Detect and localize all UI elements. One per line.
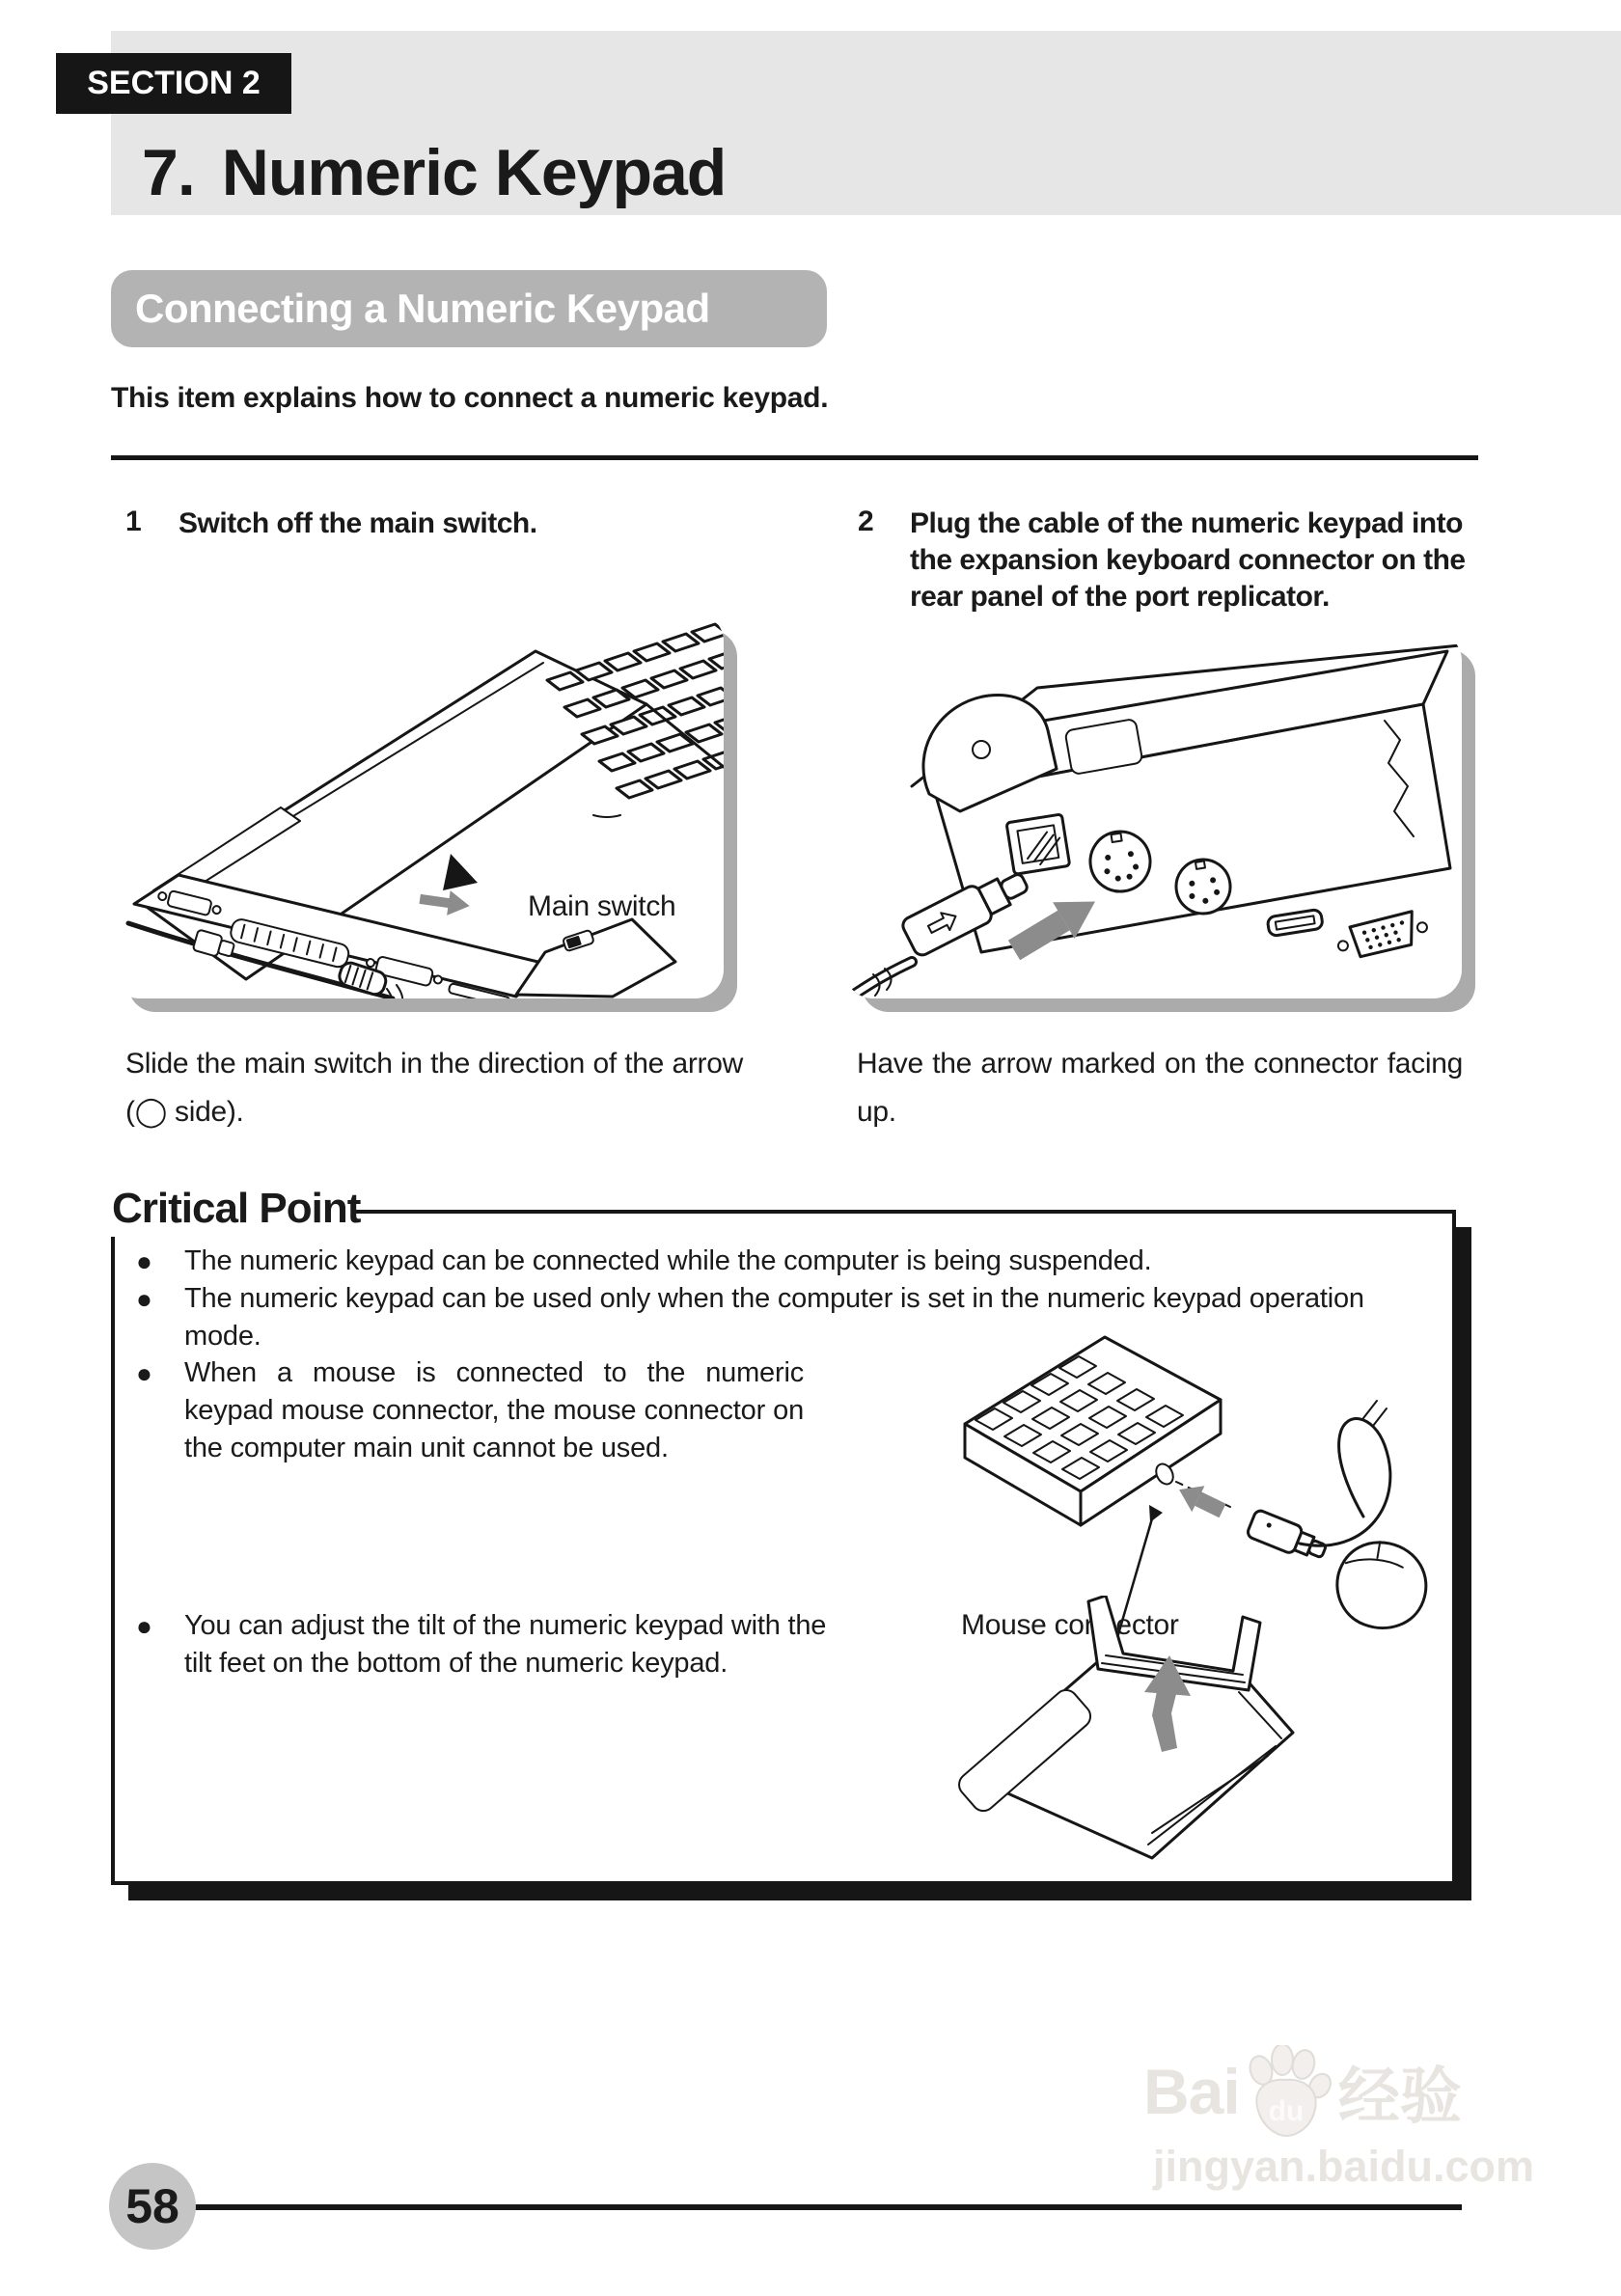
critical-point-heading: Critical Point	[112, 1185, 361, 1232]
bullet-icon: ●	[136, 1358, 152, 1388]
step-2-title: Plug the cable of the numeric keypad into the expansion keyboard connector on the rear panel of the port replicator.	[910, 507, 1466, 613]
mouse-connector-label: Mouse connector	[961, 1609, 1179, 1641]
pointer-triangle-icon	[443, 854, 478, 890]
watermark	[1143, 2045, 1549, 2192]
watermark-brand	[1143, 2045, 1549, 2138]
watermark-brand-suffix: 经验	[1337, 2062, 1462, 2131]
section-badge	[56, 53, 291, 114]
figure-1-frame	[111, 613, 724, 998]
bullet-text: You can adjust the tilt of the numeric keypad with the tilt feet on the bottom of the numeric keypad.	[184, 1610, 827, 1679]
laptop-corner	[516, 919, 675, 997]
chapter-title	[142, 135, 726, 210]
watermark-url: jingyan.baidu.com	[1153, 2142, 1535, 2191]
figure-2-caption: Have the arrow marked on the connector facing up.	[857, 1048, 1463, 1128]
mouse-cable-plug	[1246, 1509, 1329, 1565]
baidu-paw-icon	[1240, 2045, 1333, 2138]
heading-pill-label: Connecting a Numeric Keypad	[135, 286, 710, 331]
tilt-foot-illustration	[953, 1596, 1359, 1864]
vga-port	[1334, 910, 1430, 960]
section-badge-label: SECTION 2	[87, 65, 261, 101]
step-1-number: 1	[125, 506, 142, 537]
step-2-number: 2	[858, 506, 874, 537]
bullet-icon: ●	[136, 1284, 152, 1314]
step-1-title: Switch off the main switch.	[179, 507, 537, 539]
divider-rule	[111, 455, 1478, 460]
watermark-paw-text: du	[1268, 2095, 1305, 2127]
bullet-item	[123, 1607, 846, 1682]
bullet-text: The numeric keypad can be connected while the computer is being suspended.	[184, 1245, 1152, 1276]
watermark-brand-prefix: Bai	[1143, 2056, 1240, 2127]
bullet-icon: ●	[136, 1611, 152, 1641]
chapter-number: 7.	[142, 136, 195, 209]
slide-arrow-icon	[418, 887, 471, 918]
main-switch-label: Main switch	[528, 890, 676, 922]
bullet-item	[123, 1243, 1415, 1280]
figure-2-frame	[844, 632, 1462, 998]
chapter-title-text: Numeric Keypad	[221, 136, 727, 209]
intro-text: This item explains how to connect a numeric keypad.	[111, 382, 829, 414]
figure-1-caption: Slide the main switch in the direction of the arrow (◯ side).	[125, 1048, 743, 1128]
modem-port	[1006, 814, 1070, 874]
mouse-cable	[1300, 1419, 1390, 1546]
bullet-item	[123, 1354, 804, 1467]
page-number: 58	[125, 2179, 179, 2233]
page-number-badge	[109, 2163, 196, 2250]
heading-pill	[111, 270, 827, 347]
laptop-illustration	[111, 613, 724, 998]
footer-rule	[193, 2204, 1462, 2210]
port-replicator-illustration	[844, 632, 1462, 998]
bullet-text: When a mouse is connected to the numeric keypad mouse connector, the mouse connector on the computer main unit cannot be used.	[184, 1357, 804, 1463]
bullet-icon: ●	[136, 1246, 152, 1276]
bullet-text: The numeric keypad can be used only when the computer is set in the numeric keypad operation mode.	[184, 1283, 1364, 1352]
usb-port	[1267, 909, 1323, 937]
